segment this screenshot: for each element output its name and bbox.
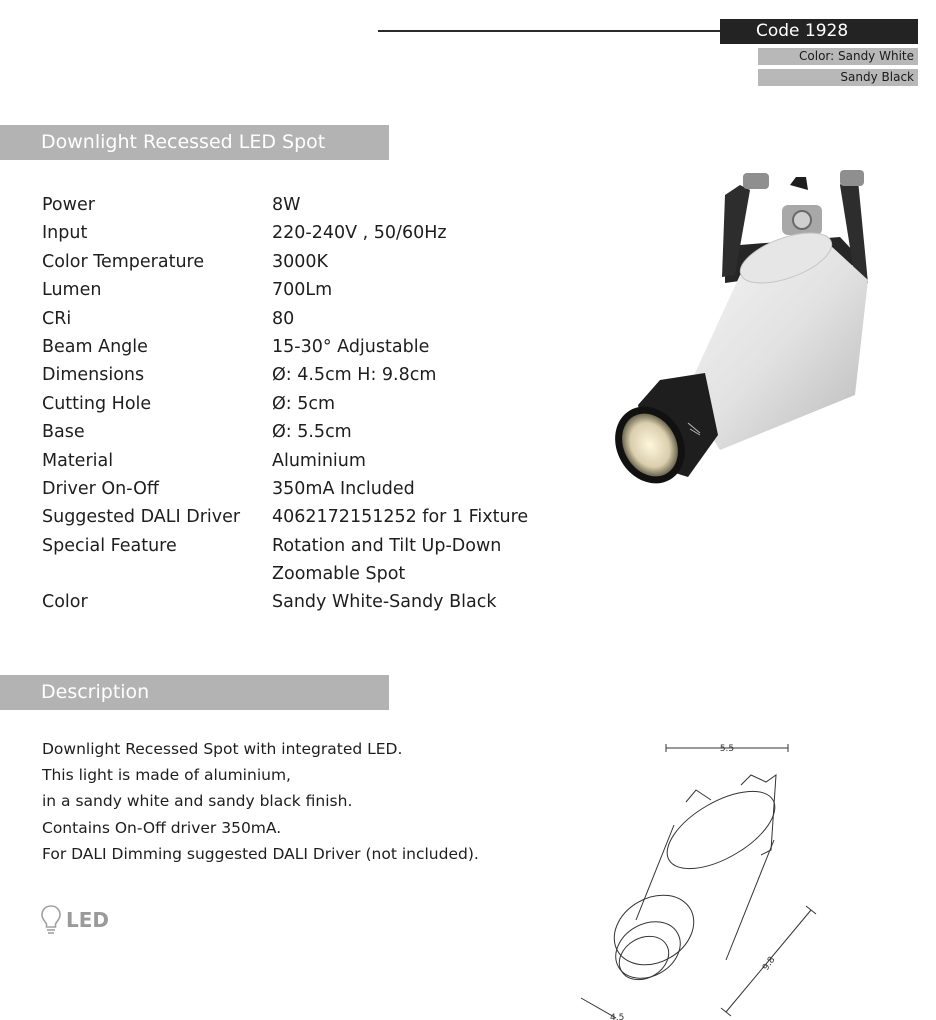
spec-value: Rotation and Tilt Up-Down (272, 535, 502, 556)
spec-row (42, 447, 528, 475)
spec-value: Ø: 4.5cm H: 9.8cm (272, 365, 437, 386)
spec-label (42, 560, 272, 588)
spec-value: Aluminium (272, 450, 366, 471)
spec-value: 4062172151252 for 1 Fixture (272, 507, 529, 528)
spec-row (42, 248, 528, 276)
spec-label: Input (42, 223, 88, 244)
header-rule (378, 30, 722, 32)
spec-value: Ø: 5cm (272, 393, 336, 414)
spec-label: Power (42, 195, 95, 215)
spec-row (42, 418, 528, 446)
lightbulb-icon (40, 904, 62, 936)
spec-value: 220-240V , 50/60Hz (272, 223, 447, 244)
led-label: LED (66, 908, 110, 932)
spec-value: Zoomable Spot (272, 564, 406, 585)
dimension-diameter: 4.5 (610, 1013, 625, 1020)
spec-row (42, 219, 528, 247)
spec-row (42, 390, 528, 418)
color-line-1: Color: Sandy White (758, 48, 918, 65)
dimension-width: 5.5 (719, 744, 735, 754)
spec-row (42, 560, 528, 588)
spec-value: 80 (272, 308, 295, 329)
led-badge (40, 904, 109, 936)
spec-row (42, 333, 528, 361)
product-image (600, 165, 890, 495)
spec-label: Special Feature (42, 535, 177, 556)
spec-value: 350mA Included (272, 478, 415, 499)
description-section-title: Description (0, 675, 389, 710)
spec-row (42, 588, 528, 616)
spec-row (42, 532, 528, 560)
spec-value: 3000K (272, 251, 329, 272)
spec-label: Lumen (42, 280, 102, 301)
dimension-height: 9.8 (761, 955, 778, 973)
spec-value: 15-30° Adjustable (272, 336, 430, 357)
spec-row (42, 503, 528, 531)
spec-label: Color Temperature (42, 251, 205, 272)
spec-label: Base (42, 422, 85, 443)
spec-value: Ø: 5.5cm (272, 422, 352, 443)
spec-label: Cutting Hole (42, 393, 152, 414)
spec-label: CRi (42, 308, 72, 329)
description-line: Downlight Recessed Spot with integrated LED. (42, 740, 403, 758)
spec-value: 8W (272, 195, 301, 215)
description-line: This light is made of aluminium, (42, 766, 291, 785)
description-line: in a sandy white and sandy black finish. (42, 792, 353, 811)
spec-label: Material (42, 450, 114, 471)
spec-value: Sandy White-Sandy Black (272, 592, 497, 613)
product-code: Code 1928 (720, 19, 918, 44)
spec-row (42, 305, 528, 333)
technical-drawing (576, 730, 826, 1020)
description-text (42, 736, 479, 867)
spec-label: Dimensions (42, 365, 145, 386)
description-line: Contains On-Off driver 350mA. (42, 818, 282, 837)
spec-value: 700Lm (272, 280, 333, 301)
color-line-2: Sandy Black (758, 69, 918, 86)
spec-row (42, 475, 528, 503)
spec-label: Beam Angle (42, 336, 148, 357)
description-line: For DALI Dimming suggested DALI Driver (not included). (42, 844, 479, 863)
spec-label: Driver On-Off (42, 478, 159, 499)
specs-section-title: Downlight Recessed LED Spot (0, 125, 389, 160)
spec-label: Color (42, 592, 88, 613)
spec-row (42, 191, 528, 219)
spec-label: Suggested DALI Driver (42, 507, 241, 528)
spec-row (42, 361, 528, 389)
spec-table (42, 191, 528, 617)
spec-row (42, 276, 528, 304)
